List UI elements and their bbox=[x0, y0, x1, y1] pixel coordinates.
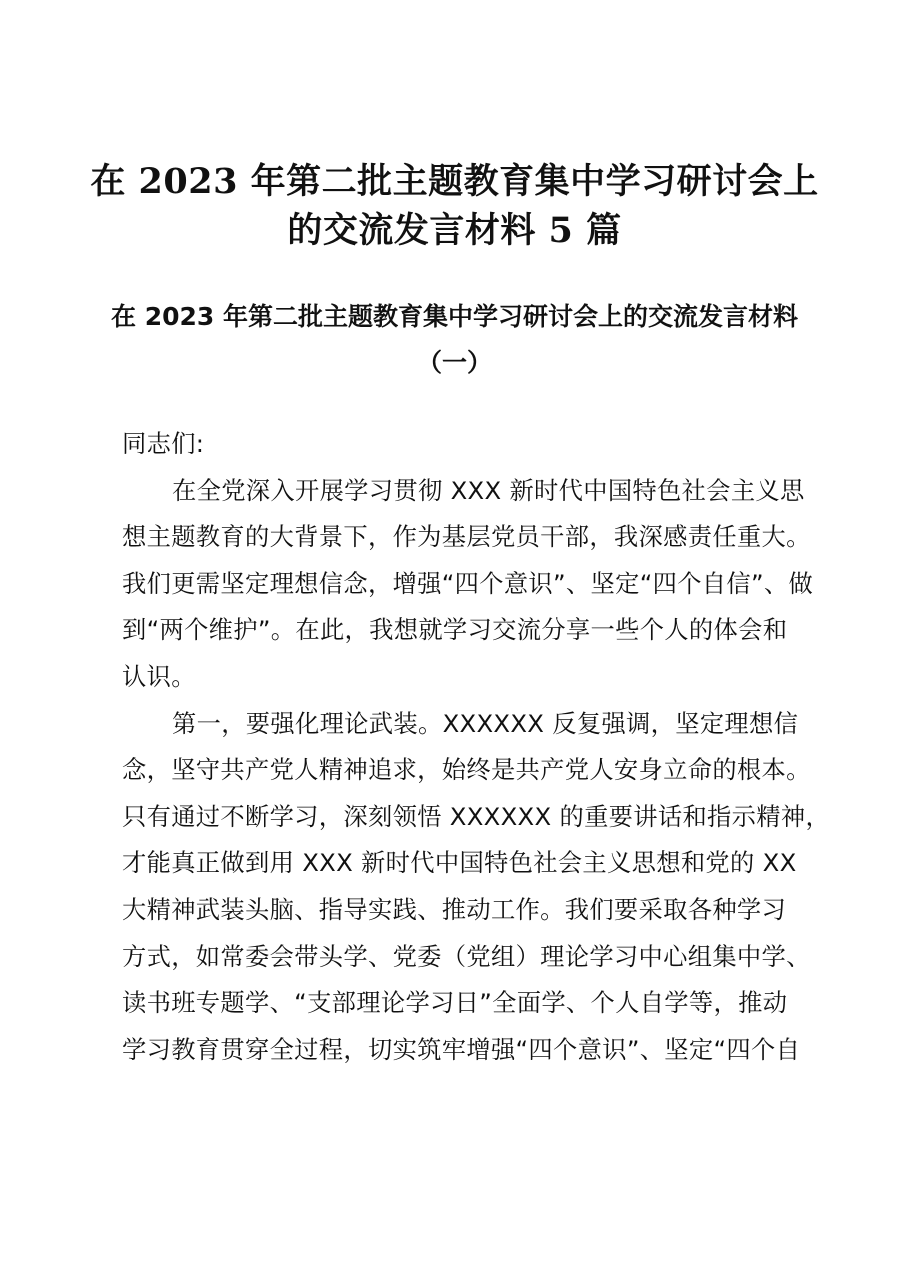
paragraph-2 bbox=[122, 701, 831, 1074]
paragraph-line: 到“两个维护”。在此，我想就学习交流分享一些个人的体会和 bbox=[122, 615, 788, 645]
section-title-line-1: 在 2023 年第二批主题教育集中学习研讨会上的交流发言材料 bbox=[111, 302, 798, 331]
paragraph-line: 念，坚守共产党人精神追求，始终是共产党人安身立命的根本。 bbox=[122, 755, 811, 785]
paragraph-line: 在全党深入开展学习贯彻 XXX 新时代中国特色社会主义思 bbox=[172, 475, 805, 505]
paragraph-line: 方式，如常委会带头学、党委（党组）理论学习中心组集中学、 bbox=[122, 941, 811, 971]
document-title-line-2: 的交流发言材料 5 篇 bbox=[287, 210, 622, 251]
paragraph-line: 大精神武装头脑、指导实践、推动工作。我们要采取各种学习 bbox=[122, 894, 787, 924]
paragraph-line: 学习教育贯穿全过程，切实筑牢增强“四个意识”、坚定“四个自 bbox=[122, 1034, 801, 1064]
document-title-line-1: 在 2023 年第二批主题教育集中学习研讨会上 bbox=[90, 161, 819, 202]
paragraph-line: 读书班专题学、“支部理论学习日”全面学、个人自学等，推动 bbox=[122, 988, 788, 1018]
section-title-line-2: （一） bbox=[416, 348, 492, 377]
salutation: 同志们: bbox=[122, 429, 205, 458]
document-body bbox=[122, 421, 831, 1073]
paragraph-line: 认识。 bbox=[122, 661, 196, 691]
paragraph-line: 想主题教育的大背景下，作为基层党员干部，我深感责任重大。 bbox=[122, 522, 811, 552]
paragraph-line: 我们更需坚定理想信念，增强“四个意识”、坚定“四个自信”、做 bbox=[122, 568, 814, 598]
paragraph-line: 才能真正做到用 XXX 新时代中国特色社会主义思想和党的 XX bbox=[122, 848, 797, 878]
paragraph-line: 第一，要强化理论武装。XXXXXX 反复强调，坚定理想信 bbox=[172, 708, 799, 738]
paragraph-line: 只有通过不断学习，深刻领悟 XXXXXX 的重要讲话和指示精神， bbox=[122, 801, 831, 831]
paragraph-1 bbox=[122, 468, 822, 701]
